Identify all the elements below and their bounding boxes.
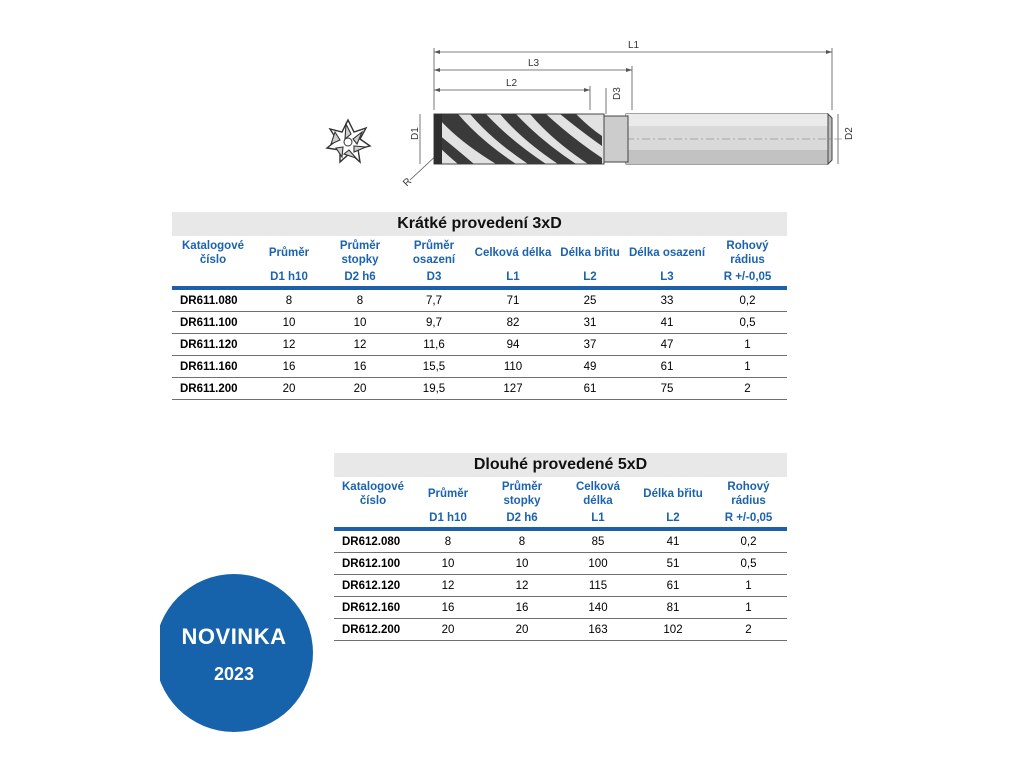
col-subheader [172, 267, 254, 288]
cell-catalog-code: DR612.120 [334, 575, 412, 597]
cell: 0,2 [708, 288, 787, 312]
cell: 51 [636, 553, 710, 575]
cell: 7,7 [396, 288, 472, 312]
table-row [172, 312, 787, 334]
col-subheader: L2 [636, 508, 710, 529]
table-short-version [172, 212, 787, 400]
table-row [172, 378, 787, 400]
col-header-cutting-length: Délka břitu [560, 247, 620, 259]
cell: 47 [626, 334, 708, 356]
table-long-version [334, 453, 787, 641]
badge-year: 2023 [213, 663, 255, 684]
cell: 12 [484, 575, 560, 597]
table-row [172, 356, 787, 378]
cell: 0,5 [708, 312, 787, 334]
cell: 140 [560, 597, 636, 619]
dim-label-l3: L3 [528, 58, 540, 69]
cell: 61 [554, 378, 626, 400]
cell: 1 [708, 334, 787, 356]
table-title: Dlouhé provedené 5xD [334, 453, 787, 477]
dim-label-d3: D3 [612, 87, 623, 100]
cell: 0,5 [710, 553, 787, 575]
col-header-catalog: Katalogové číslo [342, 481, 404, 507]
end-mill-side-view [434, 114, 850, 164]
col-header-cutting-length: Délka břitu [643, 488, 703, 500]
cell: 19,5 [396, 378, 472, 400]
cell: 41 [636, 529, 710, 553]
cell: 12 [254, 334, 324, 356]
cell: 94 [472, 334, 554, 356]
cell-catalog-code: DR611.080 [172, 288, 254, 312]
table-row [334, 619, 787, 641]
dim-label-d2: D2 [844, 127, 855, 140]
col-subheader: D3 [396, 267, 472, 288]
cell: 12 [412, 575, 484, 597]
table-row [172, 334, 787, 356]
cell: 20 [254, 378, 324, 400]
col-subheader: R +/-0,05 [708, 267, 787, 288]
cell: 8 [484, 529, 560, 553]
col-subheader: R +/-0,05 [710, 508, 787, 529]
col-subheader: D2 h6 [324, 267, 396, 288]
cell: 0,2 [710, 529, 787, 553]
table-row [334, 553, 787, 575]
cell: 100 [560, 553, 636, 575]
cell: 61 [636, 575, 710, 597]
end-mill-technical-drawing [310, 30, 870, 200]
col-subheader: D1 h10 [412, 508, 484, 529]
cell: 20 [484, 619, 560, 641]
cell: 1 [708, 356, 787, 378]
col-header-neck-diameter: Průměr osazení [412, 240, 456, 266]
cell-catalog-code: DR611.200 [172, 378, 254, 400]
cross-section-view [327, 120, 370, 162]
table-row [334, 575, 787, 597]
cell: 41 [626, 312, 708, 334]
cell-catalog-code: DR612.200 [334, 619, 412, 641]
cell-catalog-code: DR611.100 [172, 312, 254, 334]
col-header-shank-diameter: Průměr stopky [501, 481, 543, 507]
cell: 115 [560, 575, 636, 597]
dim-label-l2: L2 [506, 78, 518, 89]
cell-catalog-code: DR612.080 [334, 529, 412, 553]
col-header-diameter: Průměr [268, 247, 310, 259]
cell: 61 [626, 356, 708, 378]
dim-label-l1: L1 [628, 40, 640, 51]
col-header-neck-length: Délka osazení [628, 247, 706, 259]
page-margin [0, 560, 160, 768]
cell: 110 [472, 356, 554, 378]
cell: 8 [254, 288, 324, 312]
cell: 1 [710, 575, 787, 597]
cell: 9,7 [396, 312, 472, 334]
dim-label-d1: D1 [410, 127, 421, 140]
cell: 20 [324, 378, 396, 400]
cell: 127 [472, 378, 554, 400]
cell: 33 [626, 288, 708, 312]
col-header-total-length: Celková délka [474, 247, 552, 259]
cell: 10 [412, 553, 484, 575]
cell: 16 [484, 597, 560, 619]
cell: 102 [636, 619, 710, 641]
table-row [172, 288, 787, 312]
col-header-diameter: Průměr [427, 488, 469, 500]
cell-catalog-code: DR612.160 [334, 597, 412, 619]
col-header-corner-radius: Rohový rádius [726, 240, 769, 266]
cell: 1 [710, 597, 787, 619]
cell: 75 [626, 378, 708, 400]
table-body [334, 529, 787, 641]
cell: 85 [560, 529, 636, 553]
cell: 16 [254, 356, 324, 378]
cell: 2 [710, 619, 787, 641]
cell: 10 [484, 553, 560, 575]
cell: 71 [472, 288, 554, 312]
cell: 82 [472, 312, 554, 334]
cell-catalog-code: DR611.160 [172, 356, 254, 378]
col-header-total-length: Celková délka [575, 481, 621, 507]
cell: 49 [554, 356, 626, 378]
col-header-shank-diameter: Průměr stopky [339, 240, 381, 266]
cell: 12 [324, 334, 396, 356]
col-subheader: L1 [472, 267, 554, 288]
dim-label-r: R [401, 176, 415, 189]
cell: 8 [412, 529, 484, 553]
col-subheader: L3 [626, 267, 708, 288]
col-subheader: L1 [560, 508, 636, 529]
badge-label: NOVINKA [181, 623, 287, 649]
table-row [334, 529, 787, 553]
novinka-badge [155, 574, 313, 732]
cell-catalog-code: DR611.120 [172, 334, 254, 356]
col-subheader: L2 [554, 267, 626, 288]
table-row [334, 597, 787, 619]
cell-catalog-code: DR612.100 [334, 553, 412, 575]
cell: 15,5 [396, 356, 472, 378]
col-subheader: D1 h10 [254, 267, 324, 288]
cell: 16 [412, 597, 484, 619]
cell: 25 [554, 288, 626, 312]
cell: 20 [412, 619, 484, 641]
table-title: Krátké provedení 3xD [172, 212, 787, 236]
cell: 16 [324, 356, 396, 378]
cell: 37 [554, 334, 626, 356]
cell: 11,6 [396, 334, 472, 356]
col-header-catalog: Katalogové číslo [182, 240, 244, 266]
cell: 10 [254, 312, 324, 334]
cell: 31 [554, 312, 626, 334]
cell: 163 [560, 619, 636, 641]
cell: 8 [324, 288, 396, 312]
col-subheader: D2 h6 [484, 508, 560, 529]
cell: 2 [708, 378, 787, 400]
table-body [172, 288, 787, 400]
col-header-corner-radius: Rohový rádius [727, 481, 770, 507]
col-subheader [334, 508, 412, 529]
cell: 10 [324, 312, 396, 334]
cell: 81 [636, 597, 710, 619]
